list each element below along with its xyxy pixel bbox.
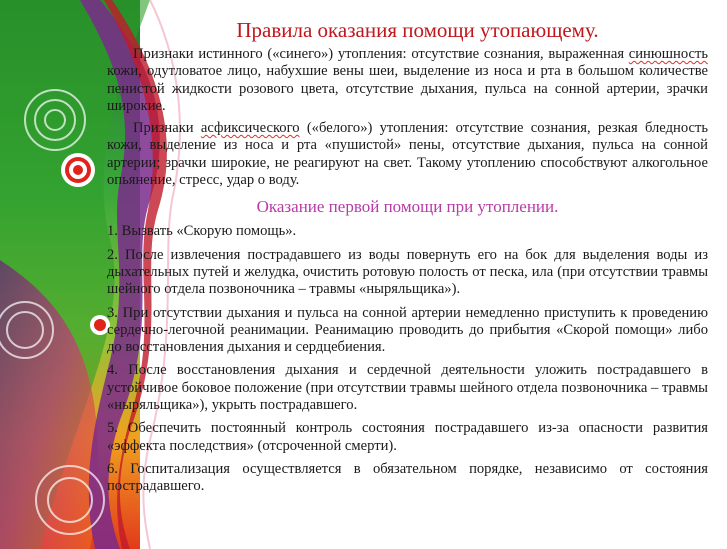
paragraph-true-drowning-rest: кожи, одутловатое лицо, набухшие вены шеи, выделение из носа и рта в большом количестве пенистой жидкости розового цвета, отсутствие дыхания, пульса на сонной артерии, зрачки широкие. [107,63,708,114]
step-5: 5. Обеспечить постоянный контроль состояния пострадавшего из-за опасности развития «эффекта последствия» (отсроченной смерти). [107,420,708,454]
section-subtitle: Оказание первой помощи при утоплении. [256,197,559,217]
page-title: Правила оказания помощи утопающему. [236,18,599,42]
main-text-area [107,18,708,496]
paragraph-true-drowning-line1: Признаки истинного («синего») утопления: отсутствие сознания, выраженная [133,46,625,62]
step-3: 3. При отсутствии дыхания и пульса на сонной артерии немедленно приступить к проведению сердечно-легочной реанимации. Реанимацию проводить до прибытия «Скорой помощи» либо до восстановления дыхания и сердцебиения. [107,304,708,356]
step-4: 4. После восстановления дыхания и сердечной деятельности уложить пострадавшего в устойчивое боковое положение (при отсутствии травмы шейного отдела позвоночника – травмы «ныряльщика»), укрыть пострадавшего. [107,362,708,414]
paragraph-asphyxic-start: Признаки [133,120,201,137]
step-6: 6. Госпитализация осуществляется в обязательном порядке, независимо от состояния пострадавшего. [107,460,708,495]
spellcheck-word: синюшность [628,46,708,62]
step-2: 2. После извлечения пострадавшего из воды повернуть его на бок для выделения воды из дыхательных путей и желудка, очистить ротовую полость от песка, ила (при отсутствии травмы шейного отдела позвоночника – травмы «ныряльщика»). [107,246,708,298]
step-1: 1. Вызвать «Скорую помощь». [107,223,297,240]
paragraph-asphyxic-drowning [107,120,708,189]
spellcheck-word: асфиксического [200,120,300,137]
paragraph-true-drowning [107,46,708,115]
paragraph-asphyxic-rest: («белого») утопления: отсутствие сознания, резкая бледность кожи, выделение из носа и рта «пушистой» пены, отсутствие дыхания, пульса на сонной артерии; зрачки широкие, не реагируют на свет. Такому утоплению способствуют алкогольное опьянение, стресс, удар о воду. [107,120,708,189]
